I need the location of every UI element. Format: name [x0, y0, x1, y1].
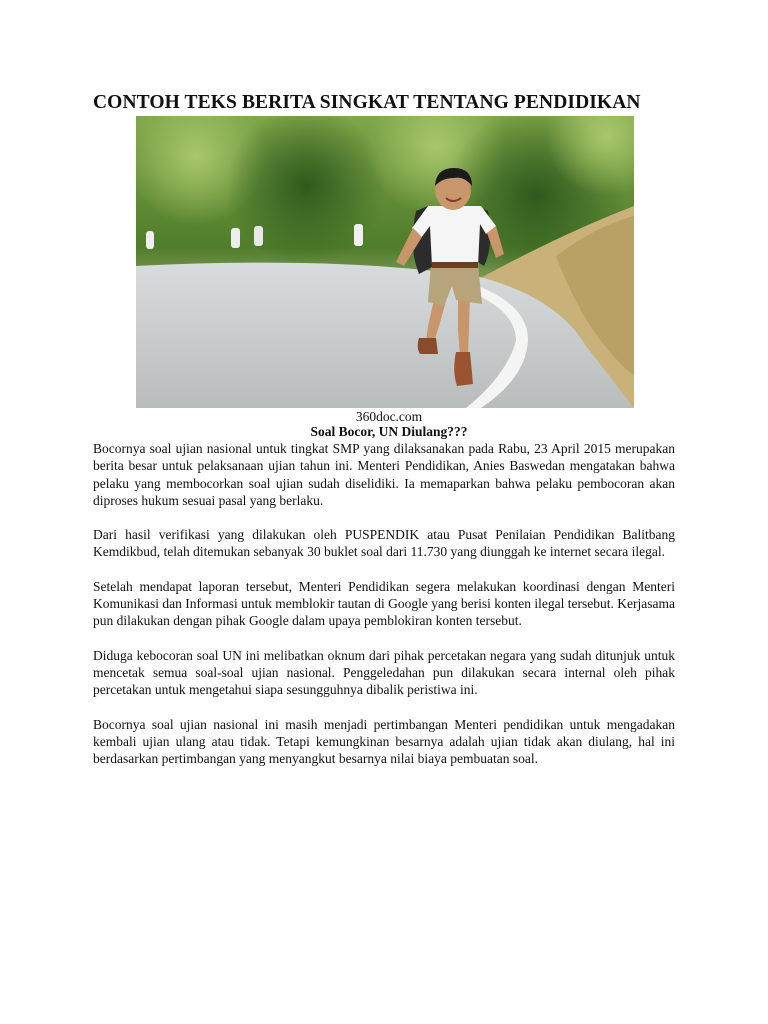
photo-boy-running-on-road: [136, 116, 634, 408]
news-photo: [136, 116, 634, 408]
document-page: [93, 88, 675, 784]
news-headline: Soal Bocor, UN Diulang???: [310, 424, 468, 439]
paragraph-3: Setelah mendapat laporan tersebut, Menteri Pendidikan segera melakukan koordinasi dengan Menteri Komunikasi dan Informasi untuk memblokir tautan di Google yang berisi konten ilegal tersebut. Kerjasama pun dilakukan dengan pihak Google dalam upaya pemblokiran konten tersebut.: [93, 578, 675, 629]
image-source: 360doc.com: [355, 409, 423, 424]
paragraph-2: Dari hasil verifikasi yang dilakukan oleh PUSPENDIK atau Pusat Penilaian Pendidikan Balitbang Kemdikbud, telah ditemukan sebanyak 30 buklet soal dari 11.730 yang diunggah ke internet secara ilegal.: [93, 527, 675, 560]
page-title: CONTOH TEKS BERITA SINGKAT TENTANG PENDIDIKAN: [93, 92, 641, 113]
paragraph-1: Bocornya soal ujian nasional untuk tingkat SMP yang dilaksanakan pada Rabu, 23 April 2015 merupakan berita besar untuk pelaksanaan ujian tahun ini. Menteri Pendidikan, Anies Baswedan mengatakan bahwa pelaku yang membocorkan soal ujian sudah diselidiki. Ia memaparkan bahwa pelaku pembocoran akan diproses hukum sesuai pasal yang berlaku.: [93, 441, 675, 508]
paragraph-4: Diduga kebocoran soal UN ini melibatkan oknum dari pihak percetakan negara yang sudah ditunjuk untuk mencetak semua soal-soal ujian nasional. Penggeledahan pun dilakukan secara internal oleh pihak percetakan untuk mengetahui siapa sesungguhnya dibalik peristiwa ini.: [93, 647, 675, 698]
paragraph-5: Bocornya soal ujian nasional ini masih menjadi pertimbangan Menteri pendidikan untuk mengadakan kembali ujian ulang atau tidak. Tetapi kemungkinan besarnya adalah ujian tidak akan diulang, hal ini berdasarkan pertimbangan yang menyangkut besarnya nilai biaya pembuatan soal.: [93, 716, 675, 767]
